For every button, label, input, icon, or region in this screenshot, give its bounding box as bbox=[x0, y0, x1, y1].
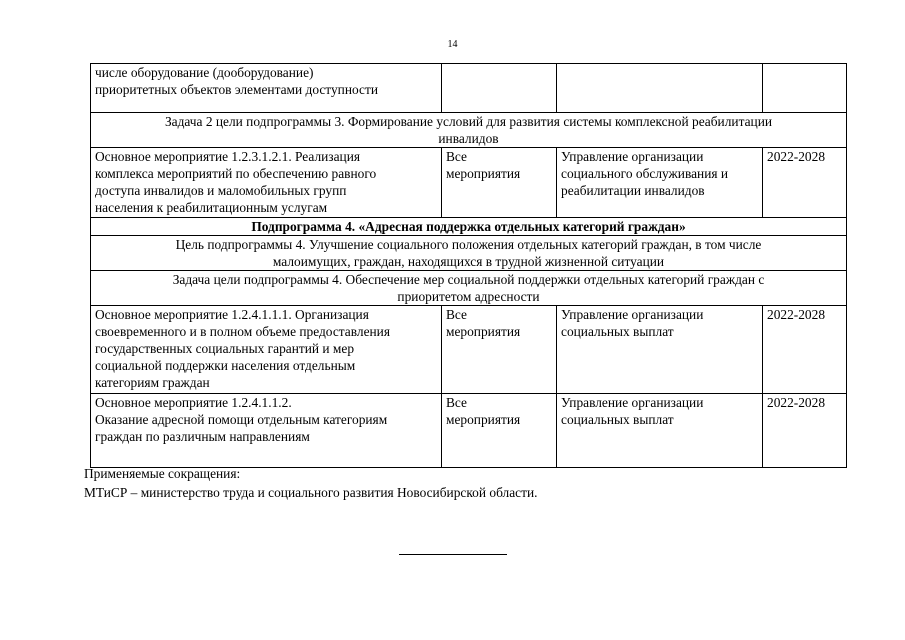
cell-text-line: социальных выплат bbox=[561, 412, 674, 427]
cell-text-line: Все bbox=[446, 307, 467, 322]
organization-cell bbox=[557, 64, 763, 113]
cell-text-line: приоритетных объектов элементами доступности bbox=[95, 82, 378, 97]
cell-text-line: Основное мероприятие 1.2.4.1.1.1. Организация bbox=[95, 307, 369, 322]
goal-heading-cell bbox=[91, 236, 847, 271]
cell-text-line: Управление организации bbox=[561, 307, 704, 322]
cell-text-line: Задача 2 цели подпрограммы 3. Формирование условий для развития системы комплексной реабилитации bbox=[164, 114, 773, 129]
period-cell: 2022-2028 bbox=[763, 306, 847, 394]
cell-text-line: Все bbox=[446, 395, 467, 410]
abbreviation-entry: МТиСР – министерство труда и социального развития Новосибирской области. bbox=[84, 485, 538, 500]
cell-text-line: граждан по различным направлениям bbox=[95, 429, 310, 444]
table-row bbox=[91, 64, 847, 113]
cell-text-line: приоритетом адресности bbox=[397, 289, 540, 304]
organization-cell bbox=[557, 148, 763, 218]
scope-cell bbox=[442, 394, 557, 468]
measure-name-cell bbox=[91, 394, 442, 468]
period-cell: 2022-2028 bbox=[763, 148, 847, 218]
cell-text-line: инвалидов bbox=[438, 131, 499, 146]
cell-text-line: Цель подпрограммы 4. Улучшение социального положения отдельных категорий граждан, в том числе bbox=[175, 237, 762, 252]
cell-text-line: Основное мероприятие 1.2.4.1.1.2. bbox=[95, 395, 292, 410]
cell-text-line: Задача цели подпрограммы 4. Обеспечение мер социальной поддержки отдельных категорий граждан с bbox=[172, 272, 765, 287]
abbreviations-heading: Применяемые сокращения: bbox=[84, 466, 241, 481]
cell-text-line: категориям граждан bbox=[95, 375, 210, 390]
subprogram-title-cell: Подпрограмма 4. «Адресная поддержка отдельных категорий граждан» bbox=[91, 218, 847, 236]
organization-cell bbox=[557, 394, 763, 468]
cell-text-line: комплекса мероприятий по обеспечению равного bbox=[95, 166, 377, 181]
cell-text-line: своевременного и в полном объеме предоставления bbox=[95, 324, 391, 339]
measures-table bbox=[90, 63, 847, 468]
organization-cell bbox=[557, 306, 763, 394]
cell-text-line: Управление организации bbox=[561, 395, 704, 410]
cell-text-line: Основное мероприятие 1.2.3.1.2.1. Реализация bbox=[95, 149, 361, 164]
table-row bbox=[91, 113, 847, 148]
measure-name-cell bbox=[91, 306, 442, 394]
cell-text-line: мероприятия bbox=[446, 412, 521, 427]
period-cell bbox=[763, 64, 847, 113]
table-row bbox=[91, 218, 847, 236]
measure-name-cell bbox=[91, 64, 442, 113]
cell-text-line: Управление организации bbox=[561, 149, 704, 164]
table-row bbox=[91, 394, 847, 468]
period-cell: 2022-2028 bbox=[763, 394, 847, 468]
cell-text-line: Оказание адресной помощи отдельным категориям bbox=[95, 412, 388, 427]
table-row bbox=[91, 271, 847, 306]
cell-text-line: числе оборудование (дооборудование) bbox=[95, 65, 314, 80]
scope-cell bbox=[442, 148, 557, 218]
end-of-document-divider bbox=[399, 554, 507, 555]
cell-text-line: социального обслуживания и bbox=[561, 166, 729, 181]
task-heading-cell bbox=[91, 113, 847, 148]
cell-text-line: населения к реабилитационным услугам bbox=[95, 200, 328, 215]
measure-name-cell bbox=[91, 148, 442, 218]
page-number: 14 bbox=[447, 39, 458, 50]
cell-text-line: Все bbox=[446, 149, 467, 164]
table-row bbox=[91, 306, 847, 394]
cell-text-line: доступа инвалидов и маломобильных групп bbox=[95, 183, 347, 198]
cell-text-line: государственных социальных гарантий и мер bbox=[95, 341, 355, 356]
cell-text-line: социальных выплат bbox=[561, 324, 674, 339]
task-heading-cell bbox=[91, 271, 847, 306]
cell-text-line: малоимущих, граждан, находящихся в трудной жизненной ситуации bbox=[272, 254, 665, 269]
scope-cell bbox=[442, 64, 557, 113]
cell-text-line: мероприятия bbox=[446, 166, 521, 181]
cell-text-line: реабилитации инвалидов bbox=[561, 183, 705, 198]
table-row bbox=[91, 236, 847, 271]
table-row bbox=[91, 148, 847, 218]
abbreviations-notes bbox=[84, 464, 538, 502]
cell-text-line: мероприятия bbox=[446, 324, 521, 339]
scope-cell bbox=[442, 306, 557, 394]
cell-text-line: социальной поддержки населения отдельным bbox=[95, 358, 356, 373]
